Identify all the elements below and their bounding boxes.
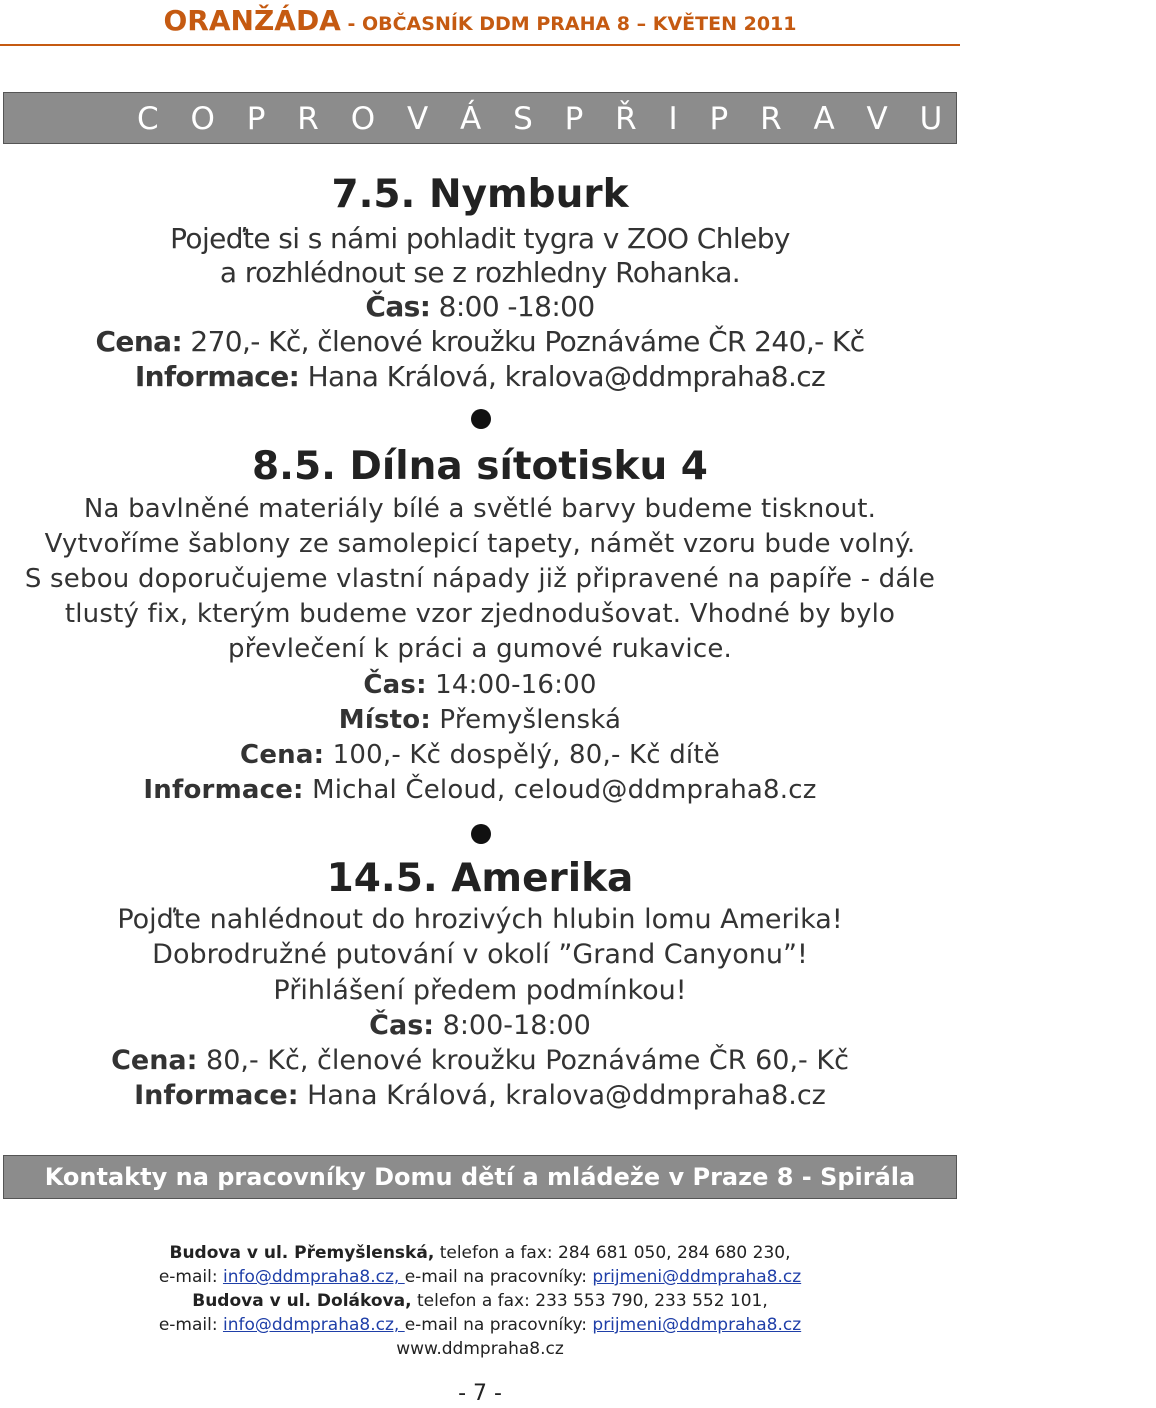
event-desc: tlustý fix, kterým budeme vzor zjednodušovat. Vhodné by bylo: [64, 599, 896, 629]
staff-email-link[interactable]: prijmeni@ddmpraha8.cz: [592, 1267, 802, 1287]
event-desc: převlečení k práci a gumové rukavice.: [227, 634, 733, 664]
email-line-1: e-mail: info@ddmpraha8.cz, e-mail na pracovníky: prijmeni@ddmpraha8.cz: [158, 1267, 802, 1287]
event-place: Místo: Přemyšlenská: [338, 705, 622, 735]
masthead-subtitle: - OBČASNÍK DDM PRAHA 8 – KVĚTEN 2011: [340, 13, 797, 35]
event-price: Cena: 80,- Kč, členové kroužku Poznáváme ČR 60,- Kč: [111, 1045, 849, 1076]
staff-email-link[interactable]: prijmeni@ddmpraha8.cz: [592, 1315, 802, 1335]
event-heading: 7.5. Nymburk: [331, 172, 629, 217]
event-info: Informace: Michal Čeloud, celoud@ddmpraha8.cz: [143, 775, 817, 805]
masthead: [0, 4, 960, 37]
masthead-rule: [0, 44, 960, 46]
event-price: Cena: 100,- Kč dospělý, 80,- Kč dítě: [240, 740, 720, 770]
event-desc: a rozhlédnout se z rozhledny Rohanka.: [219, 256, 741, 289]
event-desc: Pojďte nahlédnout do hrozivých hlubin lomu Amerika!: [117, 904, 843, 935]
event-desc: Vytvoříme šablony ze samolepicí tapety, námět vzoru bude volný.: [44, 529, 916, 559]
page-number: - 7 -: [458, 1381, 502, 1406]
event-time: Čas: 8:00-18:00: [369, 1010, 591, 1041]
contacts-banner: Kontakty na pracovníky Domu dětí a mládeže v Praze 8 - Spirála: [3, 1155, 957, 1199]
website-link[interactable]: www.ddmpraha8.cz: [396, 1339, 564, 1359]
email-line-2: e-mail: info@ddmpraha8.cz, e-mail na pracovníky: prijmeni@ddmpraha8.cz: [158, 1315, 802, 1335]
event-price: Cena: 270,- Kč, členové kroužku Poznáváme ČR 240,- Kč: [95, 325, 865, 358]
event-desc: Pojeďte si s námi pohladit tygra v ZOO Chleby: [170, 222, 790, 255]
section-banner: C O P R O V Á S P Ř I P R A V U J E M E: [3, 92, 957, 144]
event-desc: S sebou doporučujeme vlastní nápady již připravené na papíře - dále: [24, 564, 936, 594]
event-info: Informace: Hana Králová, kralova@ddmpraha8.cz: [134, 360, 826, 393]
building-1-contact: Budova v ul. Přemyšlenská, telefon a fax: 284 681 050, 284 680 230,: [169, 1243, 791, 1263]
event-desc: Na bavlněné materiály bílé a světlé barvy budeme tisknout.: [83, 494, 877, 524]
bullet-separator: [471, 409, 491, 429]
info-email-link[interactable]: info@ddmpraha8.cz,: [222, 1315, 405, 1335]
event-time: Čas: 14:00-16:00: [363, 670, 597, 700]
masthead-title: ORANŽÁDA: [163, 4, 341, 37]
event-desc: Dobrodružné putování v okolí ”Grand Canyonu”!: [152, 939, 808, 970]
building-2-contact: Budova v ul. Dolákova, telefon a fax: 233 553 790, 233 552 101,: [192, 1291, 768, 1311]
event-info: Informace: Hana Králová, kralova@ddmpraha8.cz: [134, 1080, 826, 1111]
event-time: Čas: 8:00 -18:00: [365, 290, 595, 323]
event-heading: 14.5. Amerika: [326, 856, 634, 901]
event-heading: 8.5. Dílna sítotisku 4: [252, 444, 708, 489]
info-email-link[interactable]: info@ddmpraha8.cz,: [222, 1267, 405, 1287]
event-desc: Přihlášení předem podmínkou!: [273, 975, 687, 1006]
bullet-separator: [471, 824, 491, 844]
